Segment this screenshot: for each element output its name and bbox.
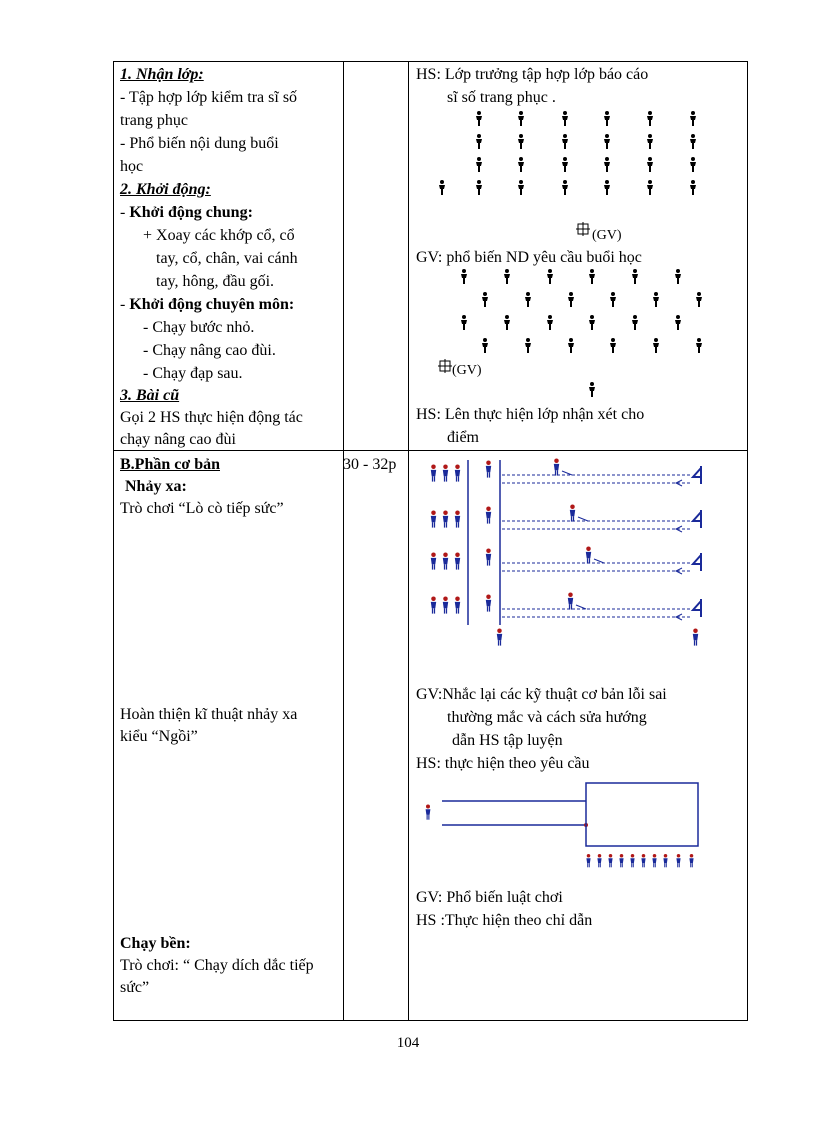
heading-bai-cu: 3. Bài cũ [120, 387, 180, 404]
khoi-dong-chuyen-mon-label: Khởi động chuyên môn: [129, 296, 295, 313]
formation-row [482, 338, 702, 353]
text-line: trang phục [120, 112, 188, 129]
text-line: - Phổ biến nội dung buổi [120, 135, 279, 152]
dash: - [120, 204, 130, 221]
text-line: GV: Phổ biến luật chơi [416, 889, 563, 906]
text-line: HS: thực hiện theo yêu cầu [416, 755, 590, 772]
text-line: điểm [447, 429, 479, 446]
relay-lane [431, 547, 701, 575]
text-line: - Tập hợp lớp kiểm tra sĩ số [120, 89, 298, 106]
text-line: GV:Nhắc lại các kỹ thuật cơ bản lỗi sai [416, 686, 667, 703]
relay-lane [431, 505, 701, 533]
heading-nhan-lop: 1. Nhận lớp: [120, 66, 204, 83]
text-line: sức” [120, 979, 150, 996]
gv-label: (GV) [452, 363, 482, 378]
text-line: sĩ số trang phục . [447, 89, 556, 106]
relay-lane [431, 593, 701, 621]
text-line: - Chạy bước nhỏ. [143, 319, 255, 336]
formation-row [461, 269, 681, 284]
text-line: Hoàn thiện kĩ thuật nhảy xa [120, 706, 298, 723]
teacher-icon [438, 359, 452, 373]
formation-row [461, 315, 681, 330]
text-line: HS: Lên thực hiện lớp nhận xét cho [416, 406, 645, 423]
relay-lane [431, 459, 701, 487]
text-line: GV: phổ biến ND yêu cầu buổi học [416, 249, 642, 266]
formation-row [439, 180, 696, 195]
student-demonstrating [589, 382, 595, 397]
heading-khoi-dong: 2. Khởi động: [120, 181, 211, 198]
jumper [426, 805, 431, 820]
gv-label: (GV) [592, 228, 622, 243]
text-line: - Chạy nâng cao đùi. [143, 342, 276, 359]
text-line: Trò chơi “Lò cò tiếp sức” [120, 500, 284, 517]
text-line: chạy nâng cao đùi [120, 431, 236, 448]
formation-row [476, 134, 696, 149]
formation-row [476, 111, 696, 126]
student-formation-1 [439, 111, 696, 195]
time-allocation: 30 - 32p [343, 456, 397, 473]
student-formation-2 [461, 269, 702, 353]
text-line: thường mắc và cách sửa hướng [447, 709, 647, 726]
text-line: tay, cổ, chân, vai cánh [156, 250, 298, 267]
waiting-students-row [586, 854, 693, 867]
khoi-dong-chung-label: Khởi động chung: [129, 204, 253, 221]
heading-nhay-xa: Nhảy xa: [125, 478, 187, 495]
text-line: dẫn HS tập luyện [452, 732, 563, 749]
long-jump-diagram [426, 783, 698, 867]
referee [497, 629, 502, 646]
text-line: học [120, 158, 144, 175]
heading-phan-co-ban: B.Phần cơ bản [120, 456, 220, 473]
text-line: - Chạy đạp sau. [143, 365, 243, 382]
teacher-icon [576, 222, 590, 236]
heading-chay-ben: Chạy bền: [120, 935, 191, 952]
text-line: HS :Thực hiện theo chỉ dẫn [416, 912, 593, 929]
text-line: kiểu “Ngồi” [120, 728, 198, 745]
dash: - [120, 296, 130, 313]
page-number: 104 [396, 1035, 420, 1051]
formation-row [482, 292, 702, 307]
formation-row [476, 157, 696, 172]
relay-game-diagram [431, 459, 701, 646]
referee [693, 629, 698, 646]
text-line: tay, hông, đầu gối. [156, 273, 275, 290]
sand-pit [586, 783, 698, 846]
text-line: HS: Lớp trưởng tập hợp lớp báo cáo [416, 66, 649, 83]
text-line: + Xoay các khớp cổ, cổ [143, 227, 295, 244]
text-line: Trò chơi: “ Chạy dích dắc tiếp [120, 957, 314, 974]
text-line: Gọi 2 HS thực hiện động tác [120, 409, 303, 426]
